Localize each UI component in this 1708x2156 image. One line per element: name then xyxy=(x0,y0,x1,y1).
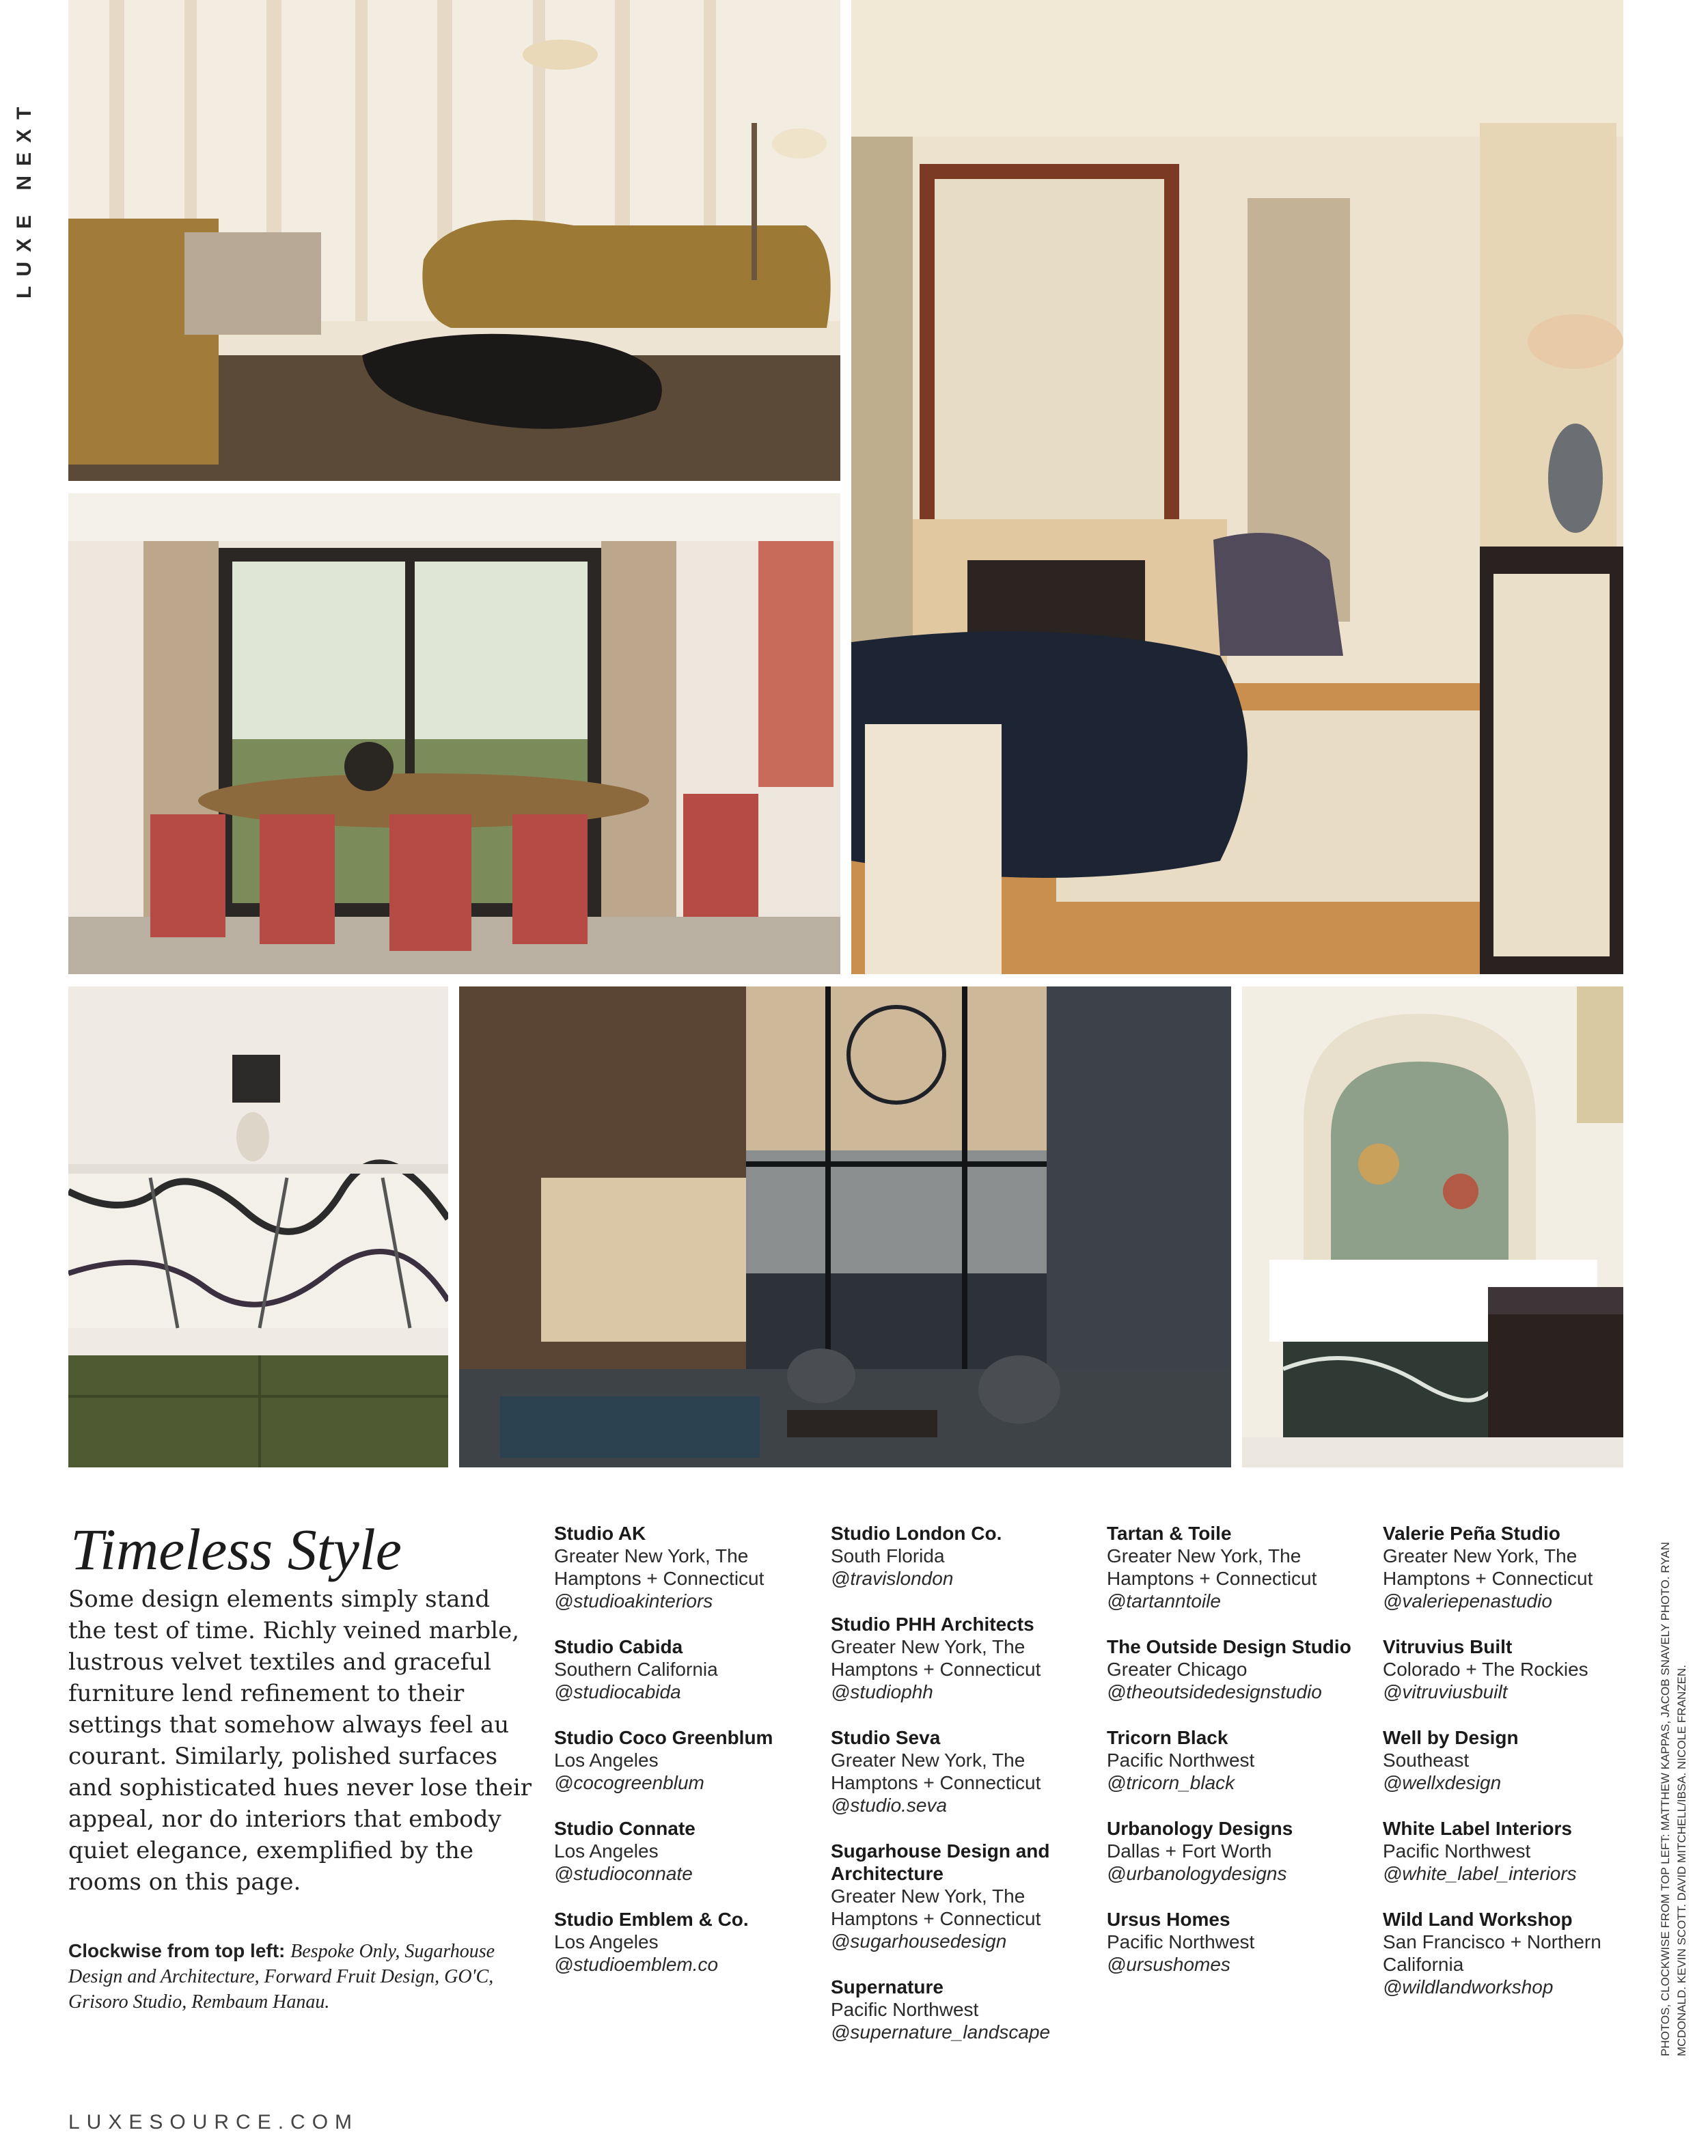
entry-name: Studio Connate xyxy=(554,1818,695,1839)
entry-location: Los Angeles xyxy=(554,1931,659,1952)
directory-entry xyxy=(554,1726,827,1794)
credits-names: Bespoke Only, Sugarhouse Design and Architecture, Forward Fruit Design, GO'C, Grisoro Studio, Rembaum Hanau. xyxy=(68,1941,495,2013)
entry-location: Greater Chicago xyxy=(1107,1659,1248,1680)
article-title: Timeless Style xyxy=(70,1517,402,1582)
entry-location: Colorado + The Rockies xyxy=(1383,1659,1588,1680)
entry-handle: @vitruviusbuilt xyxy=(1383,1681,1508,1702)
directory-column xyxy=(831,1522,1104,2067)
directory-column xyxy=(1383,1522,1656,2021)
entry-handle: @studioakinteriors xyxy=(554,1590,713,1612)
entry-name: Studio AK xyxy=(554,1523,646,1544)
entry-handle: @wildlandworkshop xyxy=(1383,1976,1554,1998)
salon-photo xyxy=(851,0,1623,974)
directory-entry xyxy=(831,1726,1104,1816)
entry-location: Greater New York, The Hamptons + Connecticut xyxy=(831,1750,1041,1793)
entry-handle: @valeriepenastudio xyxy=(1383,1590,1552,1612)
entry-location: Pacific Northwest xyxy=(1107,1750,1255,1771)
entry-name: Supernature xyxy=(831,1976,943,1998)
article-intro: Some design elements simply stand the test of time. Richly veined marble, lustrous velvet textiles and graceful furniture lend refinement to their settings that somehow always feel au courant. Similarly, polished surfaces and sophisticated hues never lose their appeal, nor do interiors that embody quiet elegance, exemplified by the rooms on this page. xyxy=(68,1586,532,1896)
directory-entry xyxy=(1107,1726,1380,1794)
directory-entry xyxy=(554,1908,827,1976)
entry-location: Pacific Northwest xyxy=(1383,1840,1531,1862)
entry-location: Greater New York, The Hamptons + Connecticut xyxy=(1383,1545,1593,1589)
entry-location: Greater New York, The Hamptons + Connecticut xyxy=(831,1885,1041,1929)
directory-entry xyxy=(831,1522,1104,1590)
entry-name: Sugarhouse Design and Architecture xyxy=(831,1840,1050,1884)
entry-handle: @supernature_landscape xyxy=(831,2021,1051,2043)
entry-handle: @urbanologydesigns xyxy=(1107,1863,1287,1884)
photo-credit: PHOTOS, CLOCKWISE FROM TOP LEFT: MATTHEW KAPPAS, JACOB SNAVELY PHOTO. RYAN MCDONALD. KEVIN SCOTT. DAVID MITCHELL/IBSA. NICOLE FRANZEN. xyxy=(1659,1542,1688,2056)
entry-name: Studio PHH Architects xyxy=(831,1614,1034,1635)
entry-handle: @studioconnate xyxy=(554,1863,693,1884)
entry-handle: @tartanntoile xyxy=(1107,1590,1221,1612)
entry-name: Studio Emblem & Co. xyxy=(554,1909,749,1930)
entry-handle: @wellxdesign xyxy=(1383,1772,1502,1793)
arched-bath-photo xyxy=(1242,986,1623,1467)
entry-handle: @sugarhousedesign xyxy=(831,1931,1007,1952)
directory-entry xyxy=(1383,1908,1656,1998)
double-height-living-photo xyxy=(459,986,1231,1467)
image-credits xyxy=(68,1939,506,2015)
section-tag: LUXE NEXT xyxy=(13,97,36,299)
entry-name: Wild Land Workshop xyxy=(1383,1909,1573,1930)
entry-location: Southeast xyxy=(1383,1750,1470,1771)
entry-location: Southern California xyxy=(554,1659,718,1680)
directory-entry xyxy=(831,1613,1104,1703)
directory-entry xyxy=(554,1817,827,1885)
entry-location: Pacific Northwest xyxy=(831,1999,979,2020)
entry-handle: @white_label_interiors xyxy=(1383,1863,1577,1884)
living-room-photo xyxy=(68,0,840,481)
entry-handle: @studiophh xyxy=(831,1681,933,1702)
credits-lead: Clockwise from top left: xyxy=(68,1940,286,1961)
directory-column xyxy=(554,1522,827,1999)
entry-handle: @ursushomes xyxy=(1107,1954,1230,1975)
directory-entry xyxy=(831,1976,1104,2043)
entry-handle: @studio.seva xyxy=(831,1795,948,1816)
entry-handle: @studioemblem.co xyxy=(554,1954,719,1975)
directory-entry xyxy=(1383,1726,1656,1794)
entry-name: Studio Cabida xyxy=(554,1636,683,1657)
dining-room-photo xyxy=(68,493,840,974)
entry-handle: @theoutsidedesignstudio xyxy=(1107,1681,1322,1702)
entry-location: Pacific Northwest xyxy=(1107,1931,1255,1952)
entry-name: Studio Seva xyxy=(831,1727,941,1748)
entry-name: Vitruvius Built xyxy=(1383,1636,1513,1657)
directory-entry xyxy=(1383,1817,1656,1885)
entry-handle: @studiocabida xyxy=(554,1681,681,1702)
entry-name: Ursus Homes xyxy=(1107,1909,1230,1930)
entry-location: Greater New York, The Hamptons + Connecticut xyxy=(554,1545,765,1589)
entry-location: Los Angeles xyxy=(554,1840,659,1862)
entry-handle: @travislondon xyxy=(831,1568,954,1589)
entry-name: Valerie Peña Studio xyxy=(1383,1523,1560,1544)
marble-kitchen-photo xyxy=(68,986,448,1467)
entry-name: White Label Interiors xyxy=(1383,1818,1572,1839)
entry-location: South Florida xyxy=(831,1545,945,1566)
directory-entry xyxy=(1107,1817,1380,1885)
directory-entry xyxy=(554,1635,827,1703)
entry-location: San Francisco + Northern California xyxy=(1383,1931,1601,1975)
entry-location: Los Angeles xyxy=(554,1750,659,1771)
entry-name: Studio Coco Greenblum xyxy=(554,1727,773,1748)
directory-entry xyxy=(1107,1522,1380,1612)
site-footer[interactable]: LUXESOURCE.COM xyxy=(68,2111,359,2133)
directory-entry xyxy=(831,1840,1104,1952)
directory-entry xyxy=(1107,1635,1380,1703)
entry-name: Urbanology Designs xyxy=(1107,1818,1293,1839)
entry-name: Studio London Co. xyxy=(831,1523,1002,1544)
directory-column xyxy=(1107,1522,1380,1999)
entry-location: Greater New York, The Hamptons + Connecticut xyxy=(1107,1545,1317,1589)
directory-entry xyxy=(1107,1908,1380,1976)
directory-entry xyxy=(1383,1635,1656,1703)
entry-name: Tricorn Black xyxy=(1107,1727,1228,1748)
entry-handle: @cocogreenblum xyxy=(554,1772,704,1793)
entry-name: Well by Design xyxy=(1383,1727,1519,1748)
entry-name: The Outside Design Studio xyxy=(1107,1636,1351,1657)
entry-handle: @tricorn_black xyxy=(1107,1772,1235,1793)
directory-entry xyxy=(554,1522,827,1612)
entry-name: Tartan & Toile xyxy=(1107,1523,1232,1544)
entry-location: Greater New York, The Hamptons + Connecticut xyxy=(831,1636,1041,1680)
directory-entry xyxy=(1383,1522,1656,1612)
entry-location: Dallas + Fort Worth xyxy=(1107,1840,1272,1862)
